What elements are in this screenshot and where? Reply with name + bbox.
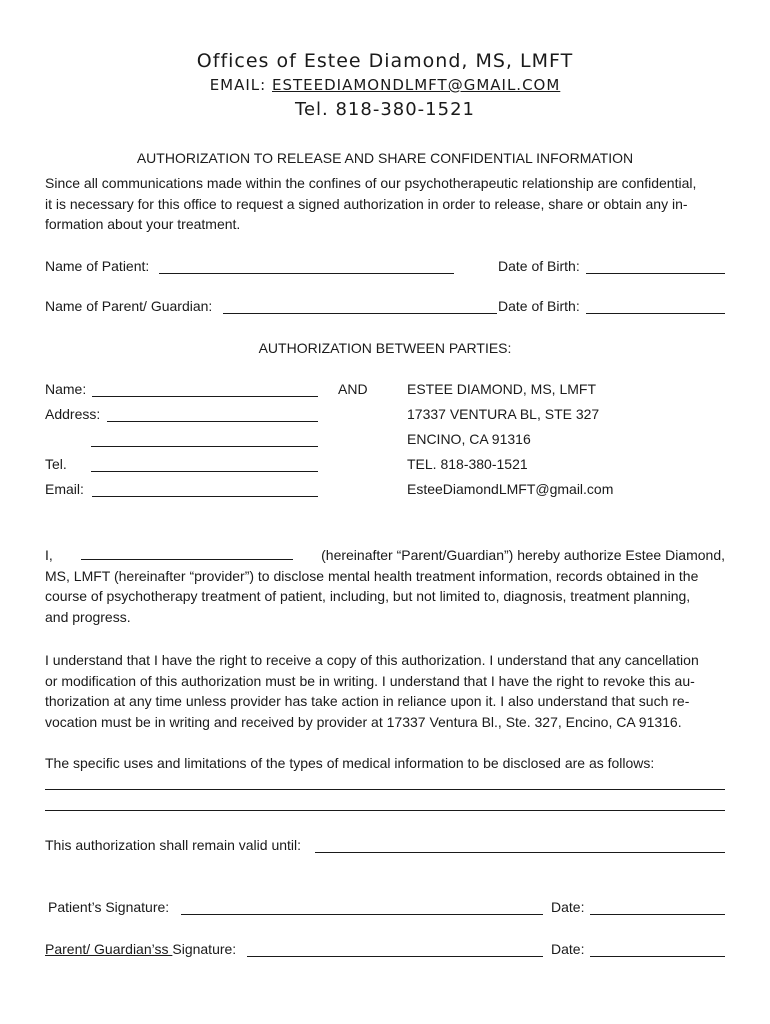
party-address-field-2[interactable] (91, 446, 318, 447)
guardian-date-field[interactable] (590, 956, 725, 957)
and-label: AND (338, 381, 368, 397)
patient-signature-field[interactable] (181, 914, 543, 915)
party-email-label: Email: (45, 481, 84, 497)
consent-line: and progress. (45, 608, 131, 625)
guardian-name-label: Name of Parent/ Guardian: (45, 298, 213, 314)
party-address-label: Address: (45, 406, 101, 422)
guardian-dob-field[interactable] (586, 313, 725, 314)
party-email-field[interactable] (92, 496, 318, 497)
consent-line: (hereinafter “Parent/Guardian”) hereby authorize Estee Diamond, (321, 547, 725, 563)
provider-tel: TEL. 818-380-1521 (407, 456, 528, 472)
provider-address-line1: 17337 VENTURA BL, STE 327 (407, 406, 600, 422)
guardian-signature-label-underlined: Parent/ Guardian’ss (45, 941, 173, 957)
valid-until-field[interactable] (315, 852, 725, 853)
patient-dob-label: Date of Birth: (498, 258, 580, 274)
patient-date-field[interactable] (590, 914, 725, 915)
patient-signature-label: Patient’s Signature: (48, 899, 170, 915)
consent-prefix: I, (45, 547, 53, 563)
party-address-field[interactable] (107, 421, 318, 422)
email-label: EMAIL: (209, 76, 272, 94)
uses-field-line-1[interactable] (45, 789, 725, 790)
form-title: AUTHORIZATION TO RELEASE AND SHARE CONFIDENTIAL INFORMATION (136, 150, 634, 166)
provider-name: ESTEE DIAMOND, MS, LMFT (407, 381, 597, 397)
party-name-field[interactable] (92, 396, 318, 397)
guardian-dob-label: Date of Birth: (498, 298, 580, 314)
rights-line: vocation must be in writing and received by provider at 17337 Ventura Bl., Ste. 327, Encino, CA 91316. (45, 713, 682, 730)
uses-label: The specific uses and limitations of the types of medical information to be disclosed are as follows: (45, 755, 655, 771)
guardian-signature-label (45, 941, 236, 957)
office-email-line (0, 76, 770, 94)
consent-first-line (45, 545, 725, 566)
office-email-link[interactable]: ESTEEDIAMONDLMFT@GMAIL.COM (272, 76, 561, 94)
guardian-signature-field[interactable] (247, 956, 543, 957)
parent-guardian-name-field[interactable] (81, 545, 293, 560)
party-name-label: Name: (45, 381, 87, 397)
patient-dob-field[interactable] (586, 273, 725, 274)
rights-line: or modification of this authorization must be in writing. I understand that I have the right to revoke this au- (45, 672, 695, 689)
patient-date-label: Date: (551, 899, 585, 915)
uses-field-line-2[interactable] (45, 810, 725, 811)
office-phone: Tel. 818-380-1521 (295, 99, 475, 120)
intro-paragraph (45, 173, 725, 235)
consent-line: course of psychotherapy treatment of patient, including, but not limited to, diagnosis, treatment planning, (45, 588, 691, 604)
parties-title: AUTHORIZATION BETWEEN PARTIES: (258, 340, 512, 356)
intro-line: Since all communications made within the confines of our psychotherapeutic relationship are confidential, (45, 175, 697, 191)
intro-line: it is necessary for this office to request a signed authorization in order to release, share or obtain any in- (45, 195, 688, 212)
office-title: Offices of Estee Diamond, MS, LMFT (196, 50, 574, 72)
guardian-date-label: Date: (551, 941, 585, 957)
patient-name-label: Name of Patient: (45, 258, 150, 274)
provider-email: EsteeDiamondLMFT@gmail.com (407, 481, 614, 497)
party-tel-label: Tel. (45, 456, 67, 472)
rights-paragraph (45, 650, 725, 732)
patient-name-field[interactable] (159, 273, 454, 274)
consent-paragraph (45, 545, 725, 627)
consent-line: MS, LMFT (hereinafter “provider”) to disclose mental health treatment information, records obtained in the (45, 567, 699, 584)
provider-address-line2: ENCINO, CA 91316 (407, 431, 531, 447)
guardian-name-field[interactable] (223, 313, 497, 314)
rights-line: I understand that I have the right to receive a copy of this authorization. I understand that any cancellation (45, 652, 699, 668)
intro-line: formation about your treatment. (45, 216, 241, 232)
valid-until-label: This authorization shall remain valid until: (45, 837, 302, 853)
rights-line: thorization at any time unless provider has take action in reliance upon it. I also understand that such re- (45, 693, 690, 709)
guardian-signature-label-rest: Signature: (172, 941, 237, 957)
party-tel-field[interactable] (91, 471, 318, 472)
